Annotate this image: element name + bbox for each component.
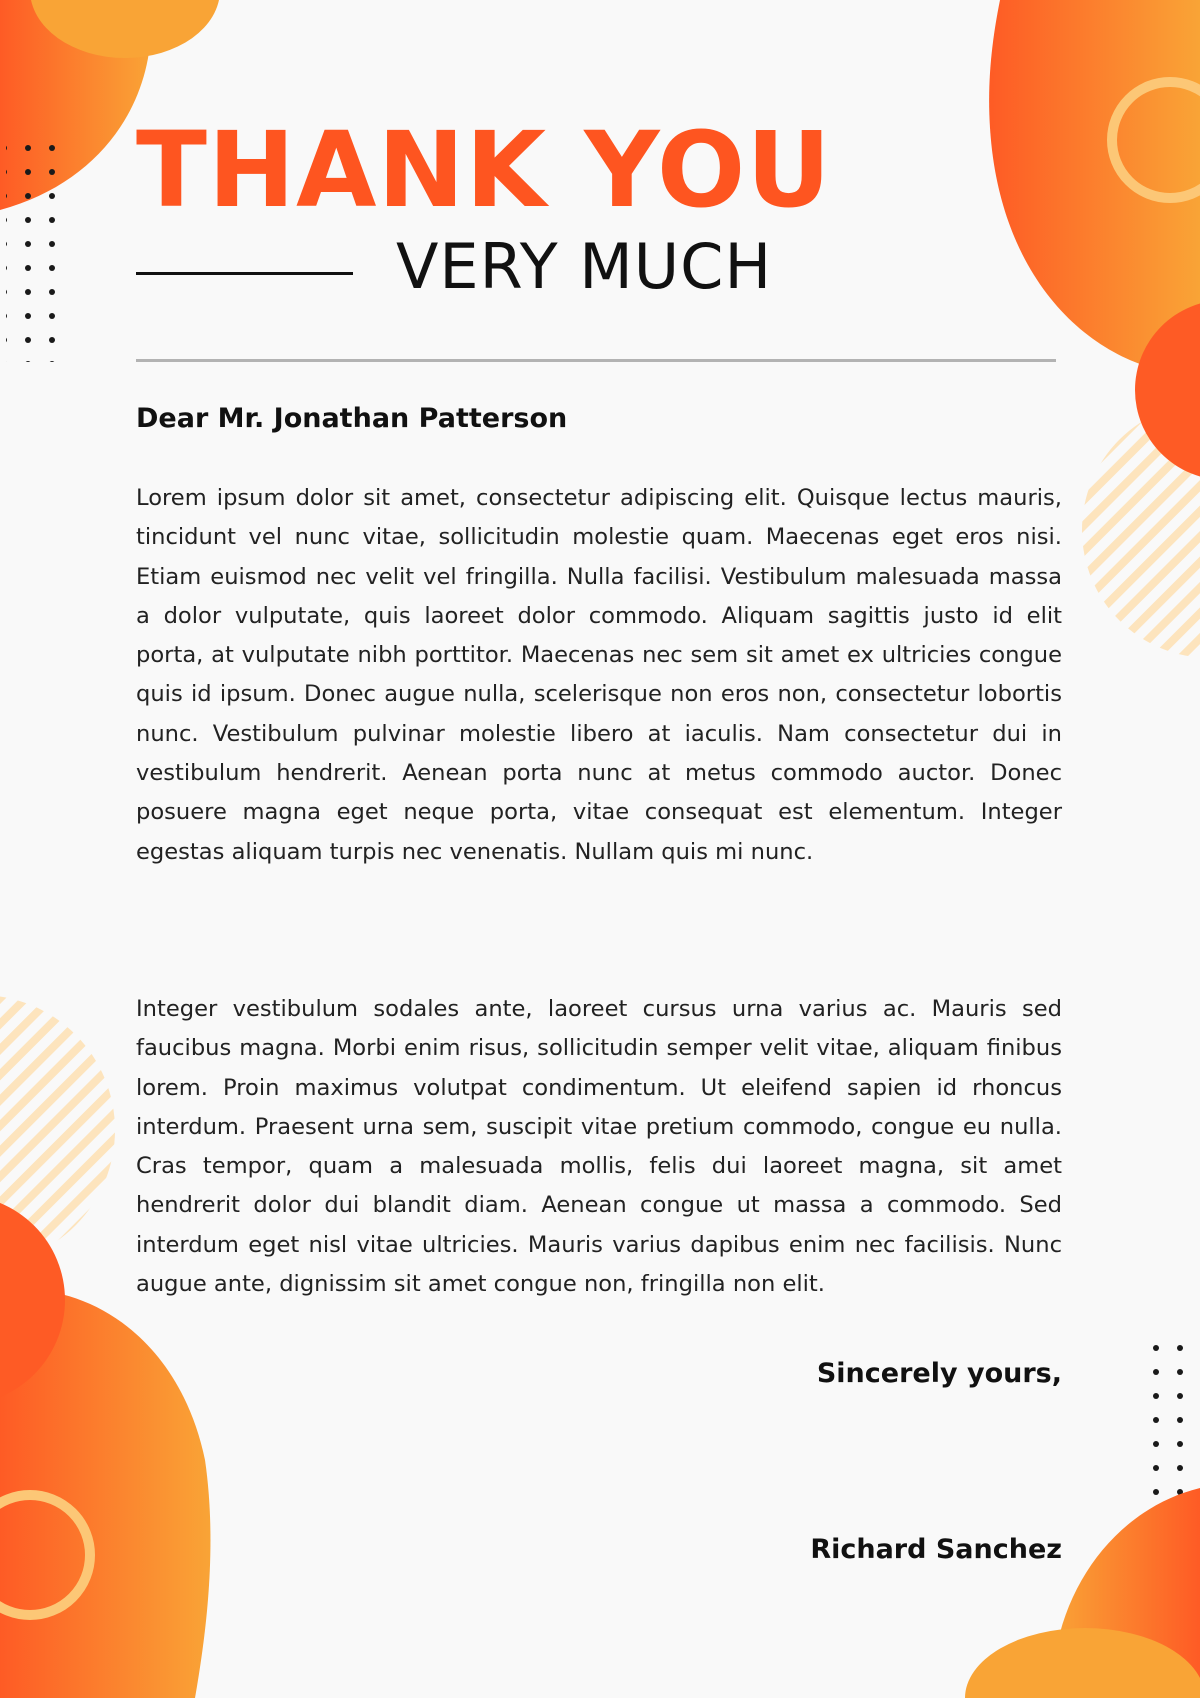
bottom-right-blob-shape: [965, 1488, 1200, 1698]
title-rule-line: [136, 272, 353, 275]
top-left-dot-grid: [6, 136, 66, 362]
salutation: Dear Mr. Jonathan Patterson: [136, 403, 568, 434]
header-divider: [136, 359, 1056, 362]
letter-paragraph: Integer vestibulum sodales ante, laoreet cursus urna varius ac. Mauris sed faucibus magna. Morbi enim risus, sollicitudin semper velit vitae, aliquam finibus lorem. Proin maximus volutpat condimentum. Ut eleifend sapien id rhoncus interdum. Praesent urna sem, suscipit vitae pretium commodo, congue eu nulla. Cras tempor, quam a malesuada mollis, felis dui laoreet magna, sit amet hendrerit dolor dui blandit diam. Aenean congue ut massa a commodo. Sed interdum eget nisl vitae ultricies. Mauris varius dapibus enim nec facilisis. Nunc augue ante, dignissim sit amet congue non, fringilla non elit.: [136, 996, 1062, 1298]
closing-line: Sincerely yours,: [816, 1358, 1062, 1389]
page-title: THANK YOU: [136, 109, 832, 231]
page-subtitle: VERY MUCH: [396, 230, 773, 303]
letter-paragraph: Lorem ipsum dolor sit amet, consectetur adipiscing elit. Quisque lectus mauris, tincidunt vel nunc vitae, sollicitudin molestie quam. Maecenas eget eros nisi. Etiam euismod nec velit vel fringilla. Nulla facilisi. Vestibulum malesuada massa a dolor vulputate, quis laoreet dolor commodo. Aliquam sagittis justo id elit porta, at vulputate nibh porttitor. Maecenas nec sem sit amet ex ultricies congue quis id ipsum. Donec augue nulla, scelerisque non eros non, consectetur lobortis nunc. Vestibulum pulvinar molestie libero at iaculis. Nam consectetur dui in vestibulum hendrerit. Aenean porta nunc at metus commodo auctor. Donec posuere magna eget neque porta, vitae consequat est elementum. Integer egestas aliquam turpis nec venenatis. Nullam quis mi nunc.: [136, 485, 1062, 865]
signature-name: Richard Sanchez: [810, 1534, 1062, 1565]
top-right-blob-shape: [989, 0, 1200, 375]
